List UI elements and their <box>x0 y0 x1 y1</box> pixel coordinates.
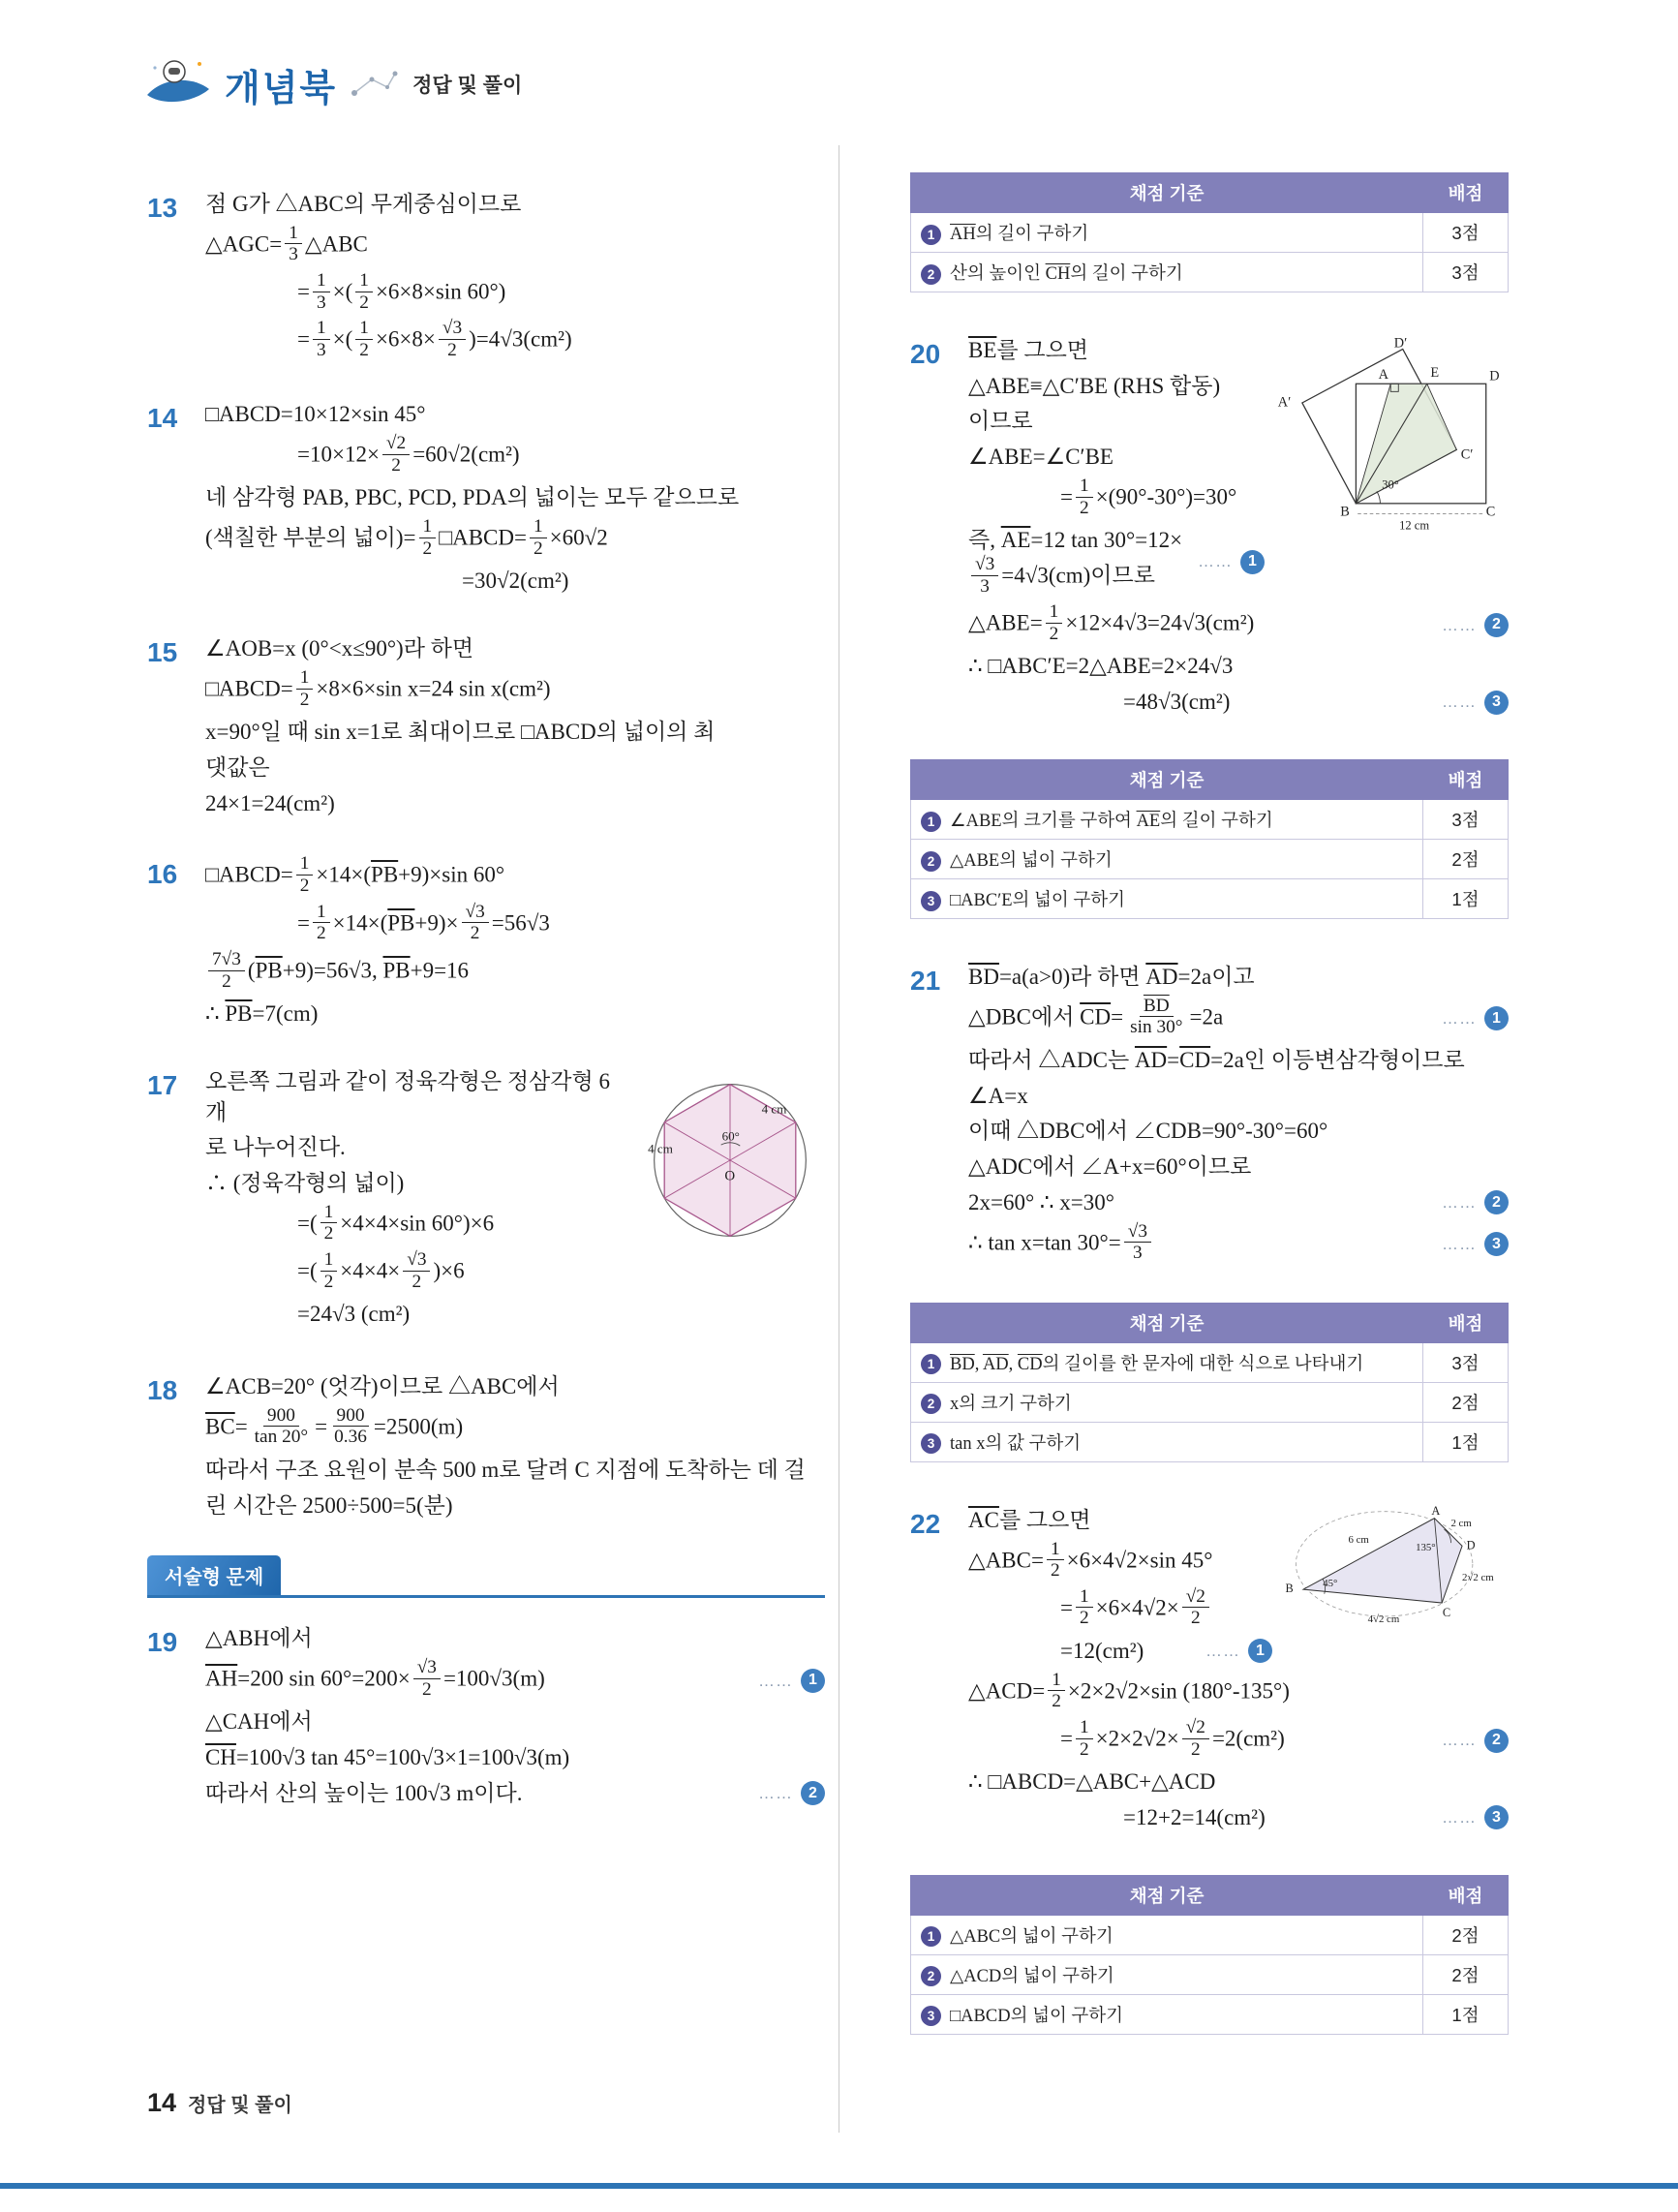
step-marker <box>1192 1639 1272 1663</box>
seosul-badge: 서술형 문제 <box>147 1555 281 1595</box>
problem-16 <box>147 855 825 1029</box>
leader-dots: …… <box>1442 692 1477 712</box>
line-text: 이므로 <box>968 409 1033 434</box>
line-text: △ABC= $\frac{1}{2}$ ×6×4√2×sin 45° <box>968 1538 1213 1582</box>
line-text: 이때 △DBC에서 ∠CDB=90°-30°=60° <box>968 1119 1328 1144</box>
criteria-text: △ACD의 넓이 구하기 <box>950 1966 1114 1986</box>
vertex-label: A′ <box>1277 394 1292 411</box>
points-text: 1점 <box>1423 1422 1509 1461</box>
vertex-label: B <box>1285 1581 1294 1595</box>
problem-20 <box>910 335 1509 722</box>
vertex-label: D′ <box>1393 335 1408 352</box>
problem-22 <box>910 1505 1509 1838</box>
grading-table-22 <box>910 1875 1509 2035</box>
line-text: $\overline{BC}=$ $\frac{900}{\tan 20^\circ}$ = $\frac{900}{0.36}$ =2500(m) <box>205 1404 464 1448</box>
points-text: 1점 <box>1423 1994 1509 2034</box>
vertex-label: C <box>1485 504 1496 520</box>
criteria-text: ∠ABE의 크기를 구하여 $\overline{AE}$의 길이 구하기 <box>950 811 1273 831</box>
line-text: 24×1=24(cm²) <box>205 790 335 815</box>
table-header-points: 배점 <box>1423 759 1509 799</box>
vertex-label: E <box>1430 365 1440 382</box>
hexagon-circle-diagram <box>635 1066 825 1254</box>
line-text: ∴ tan x=tan 30°= $\frac{√3}{3}$ <box>968 1223 1428 1266</box>
problem-19 <box>147 1623 825 1808</box>
step-marker <box>1428 1729 1509 1753</box>
length-label: 4 cm <box>648 1141 673 1156</box>
table-row <box>911 878 1509 918</box>
quadrilateral-diagram <box>1284 1505 1509 1635</box>
line-text: =10×12× $\frac{√2}{2}$ =60√2(cm²) <box>297 433 520 476</box>
line-text: =30√2(cm²) <box>462 568 569 594</box>
problem-number: 16 <box>147 859 178 890</box>
leader-dots: …… <box>1442 615 1477 634</box>
table-row <box>911 1342 1509 1382</box>
length-label: 4√2 cm <box>1367 1613 1400 1625</box>
leader-dots: …… <box>758 1671 793 1690</box>
length-label: 2√2 cm <box>1462 1571 1494 1583</box>
step-marker <box>745 1781 825 1805</box>
points-text: 2점 <box>1423 1382 1509 1422</box>
step-number-badge: 2 <box>801 1781 825 1805</box>
header-subtitle: 정답 및 풀이 <box>412 75 523 97</box>
line-text: ∴ (정육각형의 넓이) <box>205 1171 405 1196</box>
leader-dots: …… <box>1442 1731 1477 1750</box>
leader-dots: …… <box>1205 1642 1240 1661</box>
step-marker <box>745 1669 825 1693</box>
table-row <box>911 1422 1509 1461</box>
criteria-text: tan x의 값 구하기 <box>950 1433 1082 1454</box>
line-text: $\overline{AC}$를 그으면 <box>968 1507 1091 1532</box>
line-text: ∠AOB=x (0°<x≤90°)라 하면 <box>205 636 474 661</box>
line-text: 따라서 △ADC는 $\overline{AD}=\overline{CD}=2a$인 이등변삼각형이므로 <box>968 1047 1465 1072</box>
line-text: = $\frac{1}{2}$ $\times 14\times(\overline{PB}+9)\times$ $\frac{√3}{2}$ =56√3 <box>297 901 550 944</box>
step-number-badge: 3 <box>1484 691 1509 715</box>
page-number: 14 <box>147 2088 177 2117</box>
table-header-criteria: 채점 기준 <box>911 759 1423 799</box>
step-number-badge: 3 <box>1484 1805 1509 1829</box>
table-header-points: 배점 <box>1423 1303 1509 1342</box>
row-number-badge: 3 <box>921 2006 941 2026</box>
vertex-label: C′ <box>1460 446 1474 463</box>
footer-label: 정답 및 풀이 <box>188 2095 292 2116</box>
line-text: =( $\frac{1}{2}$ ×4×4×sin 60°)×6 <box>297 1201 495 1244</box>
line-text: 네 삼각형 PAB, PBC, PCD, PDA의 넓이는 모두 같으므로 <box>205 485 740 510</box>
step-number-badge: 3 <box>1484 1232 1509 1256</box>
problem-number: 17 <box>147 1069 178 1100</box>
table-row <box>911 1954 1509 1994</box>
line-text: 오른쪽 그림과 같이 정육각형은 정삼각형 6개 <box>205 1068 610 1124</box>
line-text: △ABH에서 <box>205 1626 313 1651</box>
line-text: $\overline{BE}$를 그으면 <box>968 338 1089 362</box>
problem-17 <box>147 1066 825 1335</box>
vertex-label: D <box>1466 1538 1476 1552</box>
leader-dots: …… <box>1442 1192 1477 1212</box>
criteria-text: x의 크기 구하기 <box>950 1394 1072 1414</box>
left-column <box>147 184 825 1846</box>
problem-21 <box>910 962 1509 1266</box>
leader-dots: …… <box>1442 1808 1477 1828</box>
problem-14 <box>147 399 825 597</box>
angle-label: 60° <box>721 1128 740 1144</box>
line-text: △ADC에서 ∠A+x=60°이므로 <box>968 1154 1252 1180</box>
problem-number: 18 <box>147 1375 178 1406</box>
length-label: 12 cm <box>1399 518 1430 533</box>
points-text: 3점 <box>1423 799 1509 839</box>
criteria-text: □ABC′E의 넓이 구하기 <box>950 890 1126 910</box>
points-text: 3점 <box>1423 253 1509 292</box>
step-marker <box>1428 1232 1509 1256</box>
points-text: 2점 <box>1423 839 1509 878</box>
points-text: 3점 <box>1423 213 1509 253</box>
step-marker <box>1428 1190 1509 1214</box>
row-number-badge: 3 <box>921 891 941 911</box>
problem-number: 22 <box>910 1508 941 1539</box>
line-text: 로 나누어진다. <box>205 1135 346 1160</box>
problem-number: 15 <box>147 637 178 668</box>
criteria-text: △ABC의 넓이 구하기 <box>950 1926 1114 1947</box>
grading-table-19 <box>910 172 1509 292</box>
line-text: 즉, $\overline{AE}=12$ tan 30°=12× $\frac{√3}{3}$ =4√3(cm)이므로 <box>968 528 1183 597</box>
step-marker <box>1428 1006 1509 1030</box>
line-text: $\overline{AH}=200$ sin 60°=200× $\frac{√3}{2}$ =100√3(m) <box>205 1657 545 1700</box>
step-marker <box>1428 613 1509 637</box>
vertex-label: B <box>1340 504 1350 520</box>
criteria-text: 산의 높이인 $\overline{CH}$의 길이 구하기 <box>950 264 1183 284</box>
grading-table-20 <box>910 759 1509 919</box>
line-text: =48√3(cm²) <box>1123 690 1231 715</box>
table-header-criteria: 채점 기준 <box>911 1303 1423 1342</box>
line-text: △AGC= $\frac{1}{3}$ △ABC <box>205 222 368 265</box>
criteria-text: □ABCD의 넓이 구하기 <box>950 2006 1124 2026</box>
bottom-rule <box>0 2183 1678 2189</box>
line-text: 2x=60° ∴ x=30° <box>968 1189 1114 1214</box>
step-number-badge: 2 <box>1484 613 1509 637</box>
row-number-badge: 2 <box>921 1394 941 1414</box>
page-footer <box>147 2088 292 2118</box>
row-number-badge: 1 <box>921 1354 941 1374</box>
step-number-badge: 1 <box>1240 550 1265 574</box>
line-text: ∠A=x <box>968 1083 1028 1108</box>
line-text: = $\frac{1}{2}$ ×(90°-30°)=30° <box>1060 475 1237 518</box>
criteria-text: $\overline{BD}$, $\overline{AD}$, $\overline{CD}$의 길이를 한 문자에 대한 식으로 나타내기 <box>950 1354 1364 1374</box>
line-text: △ABE= $\frac{1}{2}$ ×12×4√3=24√3(cm²) <box>968 601 1255 644</box>
angle-label: 135° <box>1416 1541 1436 1553</box>
problem-18 <box>147 1371 825 1521</box>
step-number-badge: 1 <box>801 1669 825 1693</box>
points-text: 2점 <box>1423 1954 1509 1994</box>
vertex-label: D <box>1489 368 1500 384</box>
table-row <box>911 799 1509 839</box>
row-number-badge: 1 <box>921 225 941 245</box>
line-text: ∴ $\overline{PB}=7(cm)$ <box>205 1001 319 1027</box>
line-text: =( $\frac{1}{2}$ ×4×4× $\frac{√3}{2}$ )×6 <box>297 1249 465 1292</box>
table-row <box>911 1382 1509 1422</box>
line-text: □ABCD= $\frac{1}{2}$ $\times 14\times(\overline{PB}+9)\times\sin$ 60° <box>205 853 505 896</box>
grading-table-21 <box>910 1303 1509 1462</box>
step-marker <box>1428 691 1509 715</box>
table-row <box>911 1915 1509 1954</box>
line-text: 따라서 산의 높이는 100√3 m이다. <box>205 1780 523 1805</box>
leader-dots: …… <box>758 1784 793 1803</box>
problem-number: 19 <box>147 1627 178 1658</box>
line-text: 따라서 구조 요원이 분속 500 m로 달려 C 지점에 도착하는 데 걸 <box>205 1458 806 1483</box>
constellation-icon <box>349 68 399 101</box>
line-text: =12(cm²) <box>1060 1639 1144 1664</box>
table-row <box>911 1994 1509 2034</box>
points-text: 3점 <box>1423 1342 1509 1382</box>
line-text: =12+2=14(cm²) <box>1123 1805 1266 1829</box>
problem-number: 20 <box>910 339 941 369</box>
line-text: 린 시간은 2500÷500=5(분) <box>205 1492 453 1518</box>
row-number-badge: 3 <box>921 1433 941 1454</box>
vertex-label: O <box>724 1168 736 1184</box>
line-text: ∴ □ABCD=△ABC+△ACD <box>968 1769 1216 1795</box>
line-text: ∠ACB=20° (엇각)이므로 △ABC에서 <box>205 1374 560 1399</box>
step-number-badge: 2 <box>1484 1729 1509 1753</box>
points-text: 2점 <box>1423 1915 1509 1954</box>
line-text: △ABE≡△C′BE (RHS 합동) <box>968 373 1221 398</box>
table-header-points: 배점 <box>1423 1875 1509 1915</box>
leader-dots: …… <box>1198 552 1233 571</box>
table-row <box>911 839 1509 878</box>
vertex-label: A <box>1378 366 1389 383</box>
problem-number: 13 <box>147 193 178 223</box>
length-label: 2 cm <box>1450 1517 1472 1529</box>
points-text: 1점 <box>1423 878 1509 918</box>
leader-dots: …… <box>1442 1009 1477 1029</box>
step-marker <box>1184 550 1265 574</box>
line-text: =24√3 (cm²) <box>297 1302 411 1327</box>
table-row <box>911 213 1509 253</box>
line-text: 점 G가 △ABC의 무게중심이므로 <box>205 192 522 216</box>
vertex-label: A <box>1431 1504 1441 1518</box>
row-number-badge: 1 <box>921 1926 941 1947</box>
table-header-criteria: 채점 기준 <box>911 173 1423 213</box>
table-header-points: 배점 <box>1423 173 1509 213</box>
folded-square-diagram <box>1276 335 1509 537</box>
table-header-criteria: 채점 기준 <box>911 1875 1423 1915</box>
table-row <box>911 253 1509 292</box>
length-label: 6 cm <box>1348 1533 1369 1546</box>
vertex-label: C <box>1442 1605 1451 1619</box>
line-text: □ABCD=10×12×sin 45° <box>205 402 426 427</box>
length-label: 4 cm <box>761 1101 787 1117</box>
right-column <box>910 172 1509 2043</box>
step-number-badge: 2 <box>1484 1190 1509 1214</box>
line-text: (색칠한 부분의 넓이)= $\frac{1}{2}$ □ABCD= $\frac{1}{2}$ ×60√2 <box>205 516 608 559</box>
criteria-text: $\overline{AH}$의 길이 구하기 <box>950 225 1089 244</box>
problem-number: 14 <box>147 403 178 434</box>
problem-15 <box>147 633 825 818</box>
line-text: = $\frac{1}{3}$ ×( $\frac{1}{2}$ ×6×8×sin 60°) <box>297 269 506 313</box>
line-text: $\overline{BD}=a(a>0)$라 하면 $\overline{AD}=2a$이고 <box>968 964 1255 989</box>
row-number-badge: 2 <box>921 851 941 872</box>
angle-label: 45° <box>1323 1577 1338 1589</box>
line-text: △DBC에서 $\overline{CD}=$ $\frac{\overline{BD}}{\sin 30^\circ}$ =2a <box>968 995 1224 1038</box>
line-text: △CAH에서 <box>205 1709 313 1735</box>
line-text: = $\frac{1}{2}$ ×2×2√2× $\frac{√2}{2}$ =2(cm²) <box>1060 1717 1285 1760</box>
line-text: 댓값은 <box>205 754 270 780</box>
astronaut-logo-icon <box>145 56 213 112</box>
line-text: ∠ABE=∠C′BE <box>968 445 1114 470</box>
step-number-badge: 1 <box>1248 1639 1272 1663</box>
section-divider-seosul <box>147 1559 825 1598</box>
line-text: = $\frac{1}{3}$ ×( $\frac{1}{2}$ ×6×8× $\frac{√3}{2}$ )=4√3(cm²) <box>297 318 572 360</box>
line-text: $\frac{7√3}{2}$ $(\overline{PB}+9)=56√3$, $\overline{PB}+9=16$ <box>205 951 825 994</box>
line-text: = $\frac{1}{2}$ ×6×4√2× $\frac{√2}{2}$ <box>1060 1588 1272 1631</box>
row-number-badge: 2 <box>921 264 941 285</box>
row-number-badge: 2 <box>921 1966 941 1986</box>
line-text: $\overline{CH}=100√3$ tan 45°=100√3×1=100√3(m) <box>205 1745 570 1770</box>
row-number-badge: 1 <box>921 812 941 832</box>
problem-number: 21 <box>910 965 941 996</box>
step-marker <box>1428 1805 1509 1829</box>
line-text: △ACD= $\frac{1}{2}$ ×2×2√2×sin (180°-135°) <box>968 1669 1290 1712</box>
line-text: x=90°일 때 sin x=1로 최대이므로 □ABCD의 넓이의 최 <box>205 720 716 745</box>
line-text: ∴ □ABC′E=2△ABE=2×24√3 <box>968 654 1234 679</box>
leader-dots: …… <box>1442 1234 1477 1253</box>
page-header <box>145 56 522 112</box>
brand-title: 개념북 <box>225 68 338 109</box>
problem-13 <box>147 189 825 362</box>
angle-label: 30° <box>1382 477 1399 492</box>
step-number-badge: 1 <box>1484 1006 1509 1030</box>
criteria-text: △ABE의 넓이 구하기 <box>950 850 1113 871</box>
line-text: □ABCD= $\frac{1}{2}$ ×8×6×sin x=24 sin x(cm²) <box>205 666 551 710</box>
